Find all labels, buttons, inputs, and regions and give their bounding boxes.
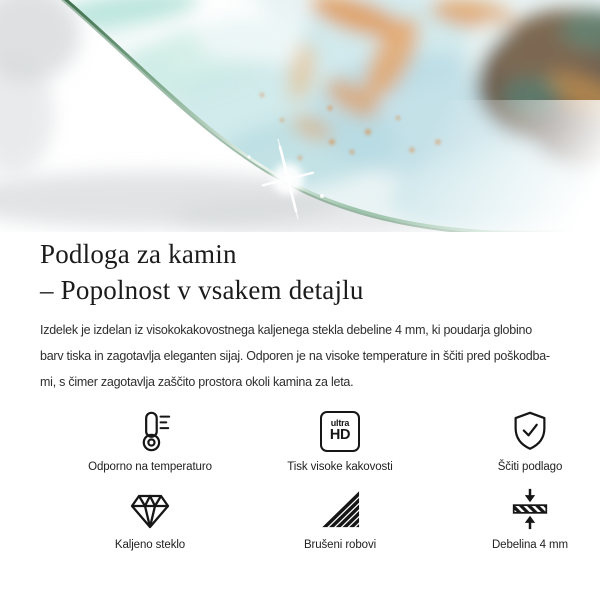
description-line: mi, s čimer zagotavlja zaščito prostora okoli kamina za leta. bbox=[40, 375, 354, 389]
feature-label: Kaljeno steklo bbox=[114, 539, 186, 551]
description-line: Izdelek je izdelan iz visokokakovostnega kaljenega stekla debeline 4 mm, ki poudarja globino bbox=[40, 323, 532, 337]
fade-overlay bbox=[330, 100, 600, 232]
thickness-icon bbox=[507, 485, 553, 533]
feature-thickness bbox=[435, 485, 600, 551]
ultra-hd-text-bottom: HD bbox=[329, 427, 351, 443]
feature-label: Odporno na temperaturo bbox=[88, 461, 212, 473]
feature-temperature bbox=[55, 407, 245, 473]
feature-label: Tisk visoke kakovosti bbox=[287, 461, 393, 473]
feature-label: Ščiti podlago bbox=[497, 461, 563, 473]
beveled-edges-icon bbox=[317, 485, 363, 533]
feature-grid bbox=[40, 407, 600, 551]
description-line: barv tiska in zagotavlja eleganten sijaj. Odporen je na visoke temperature in ščiti pred poškodba- bbox=[40, 349, 550, 363]
shield-check-icon bbox=[507, 407, 553, 455]
diamond-icon bbox=[126, 485, 174, 533]
thermometer-icon bbox=[127, 407, 173, 455]
feature-protection bbox=[435, 407, 600, 473]
page-title bbox=[40, 236, 600, 308]
ultra-hd-icon bbox=[320, 407, 360, 455]
product-description bbox=[40, 317, 600, 395]
feature-tempered-glass bbox=[55, 485, 245, 551]
feature-print-quality bbox=[245, 407, 435, 473]
title-line-2: – Popolnost v vsakem detajlu bbox=[40, 275, 364, 305]
feature-label: Debelina 4 mm bbox=[491, 539, 569, 551]
feature-label: Brušeni robovi bbox=[303, 539, 377, 551]
glass-panel-illustration bbox=[0, 0, 600, 232]
title-line-1: Podloga za kamin bbox=[40, 239, 237, 269]
feature-beveled-edges bbox=[245, 485, 435, 551]
ultra-hd-text-top: ultra bbox=[330, 418, 350, 428]
product-description-section bbox=[0, 236, 600, 551]
hero-product-image bbox=[0, 0, 600, 232]
